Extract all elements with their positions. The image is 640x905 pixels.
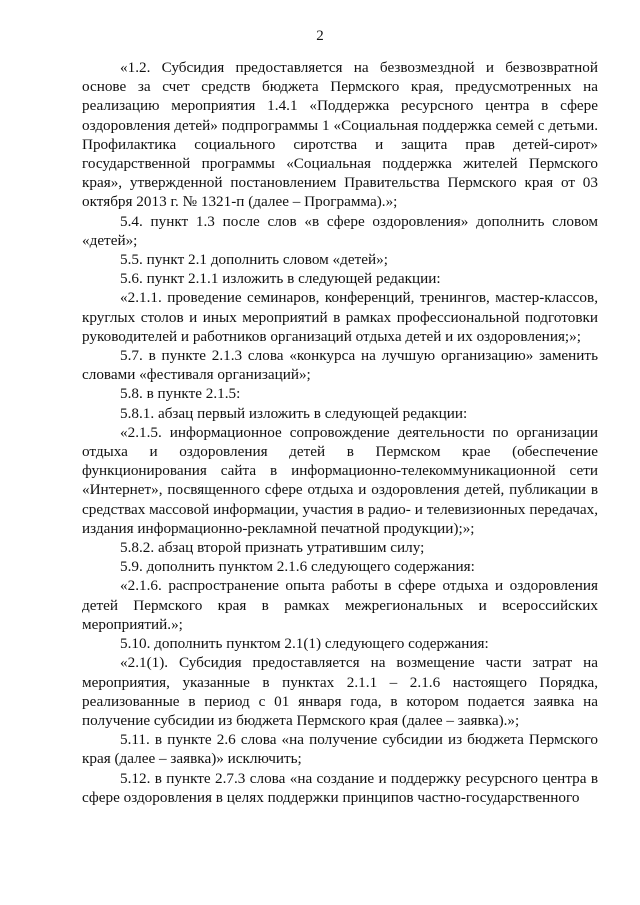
paragraph-5-8: 5.8. в пункте 2.1.5:	[120, 385, 241, 403]
paragraph-1-2-subsidy: «1.2. Субсидия предоставляется на безвозмездной и безвозвратной основе за счет средств бюджета Пермского края, предусмотренных на реализацию мероприятия 1.4.1 «Поддержка ресурсного центра в сфере оздоровления детей» подпрограммы 1 «Социальная поддержка семей с детьми. Профилактика социального сиротства и защита прав детей-сирот» государственной программы «Социальная поддержка жителей Пермского края», утвержденной постановлением Правительства Пермского края от 03 октября 2013 г. № 1321-п (далее – Программа).»;	[82, 59, 598, 211]
paragraph-5-10: 5.10. дополнить пунктом 2.1(1) следующего содержания:	[120, 635, 489, 653]
paragraph-5-7: 5.7. в пункте 2.1.3 слова «конкурса на лучшую организацию» заменить словами «фестиваля организаций»;	[82, 347, 598, 384]
paragraph-5-4: 5.4. пункт 1.3 после слов «в сфере оздоровления» дополнить словом «детей»;	[82, 212, 598, 249]
paragraph-5-11: 5.11. в пункте 2.6 слова «на получение субсидии из бюджета Пермского края (далее – заявка)» исключить;	[82, 731, 598, 768]
page-number: 2	[316, 28, 324, 44]
paragraph-5-12: 5.12. в пункте 2.7.3 слова «на создание и поддержку ресурсного центра в сфере оздоровления в целях поддержки принципов частно-государственного	[82, 769, 598, 806]
paragraph-5-8-2: 5.8.2. абзац второй признать утратившим силу;	[120, 539, 425, 557]
document-body	[82, 58, 598, 807]
paragraph-5-5: 5.5. пункт 2.1 дополнить словом «детей»;	[120, 251, 388, 269]
paragraph-2-1-5-quote: «2.1.5. информационное сопровождение деятельности по организации отдыха и оздоровления детей в Пермском крае (обеспечение функционирования сайта в информационно-телекоммуникационной сети «Интернет», посвященного сфере отдыха и оздоровления детей, публикации в средствах массовой информации, участия в радио- и телевизионных передачах, издания информационно-рекламной печатной продукции);»;	[82, 423, 598, 537]
paragraph-2-1-6-quote: «2.1.6. распространение опыта работы в сфере отдыха и оздоровления детей Пермского края в рамках межрегиональных и всероссийских мероприятий.»;	[82, 577, 598, 633]
paragraph-2-1-1-quote: «2.1.1. проведение семинаров, конференций, тренингов, мастер-классов, круглых столов и иных мероприятий в рамках профессиональной подготовки руководителей и работников организаций отдыха детей и их оздоровления;»;	[82, 289, 598, 345]
paragraph-2-1-1-subsidy-quote: «2.1(1). Субсидия предоставляется на возмещение части затрат на мероприятия, указанные в пунктах 2.1.1 – 2.1.6 настоящего Порядка, реализованные в период с 01 января года, в котором подается заявка на получение субсидии из бюджета Пермского края (далее – заявка).»;	[82, 654, 598, 729]
paragraph-5-8-1: 5.8.1. абзац первый изложить в следующей редакции:	[120, 404, 468, 422]
paragraph-5-6: 5.6. пункт 2.1.1 изложить в следующей редакции:	[120, 270, 441, 288]
paragraph-5-9: 5.9. дополнить пунктом 2.1.6 следующего содержания:	[120, 558, 475, 576]
